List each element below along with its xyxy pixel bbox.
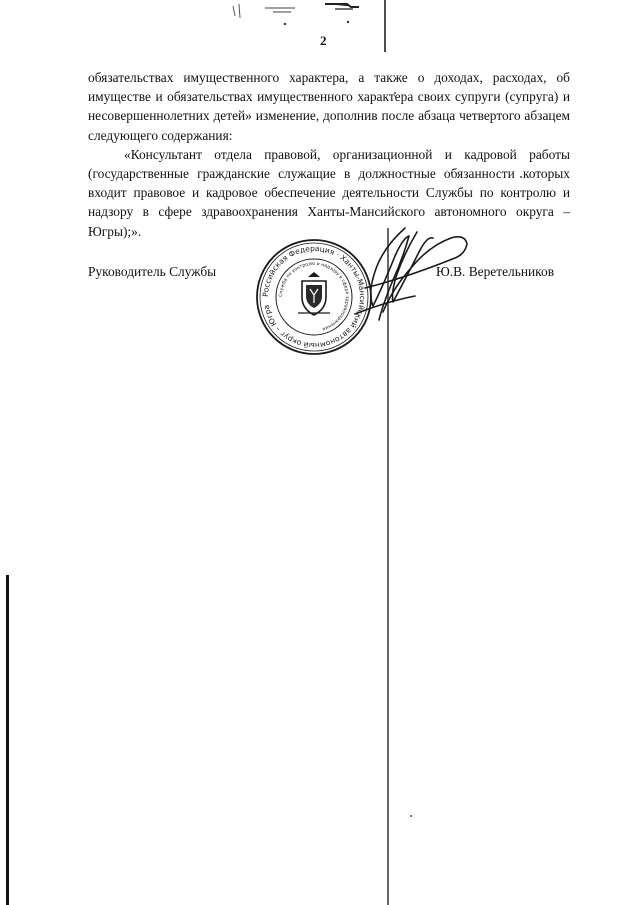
scan-artifact-left-edge xyxy=(6,575,9,905)
body-text xyxy=(88,68,570,241)
signer-name: Ю.В. Веретельников xyxy=(436,264,555,279)
page-number: 2 xyxy=(320,33,327,48)
seal-outer-text: Российская Федерация · Ханты-Мансийский автономный округ – Югра xyxy=(260,243,368,351)
paragraph-new-position: «Консультант отдела правовой, организационной и кадровой работы (государственные гражданские служащие в должностные обязанности которых входит правовое и кадровое обеспечение деятельности Службы по контролю и надзору в сфере здравоохранения Ханты-Мансийского автономного округа – Югры);». xyxy=(88,146,570,239)
handwritten-signature xyxy=(345,218,470,338)
scan-artifact-line-top xyxy=(384,0,386,52)
scan-artifact-top xyxy=(225,0,395,30)
scan-speck xyxy=(410,815,412,817)
coat-of-arms-icon xyxy=(298,272,330,315)
paragraph-amendment: обязательствах имущественного характера, а также о доходах, расходах, об имуществе и обязательствах имущественного характера своих супруги (супруга) и несовершеннолетних детей» изменение, дополнив после абзаца четвертого абзацем следующего содержания: xyxy=(88,70,570,143)
seal-inner-text: Служба по контролю и надзору в сфере здравоохранения xyxy=(278,261,350,331)
signer-title: Руководитель Службы xyxy=(88,264,217,279)
